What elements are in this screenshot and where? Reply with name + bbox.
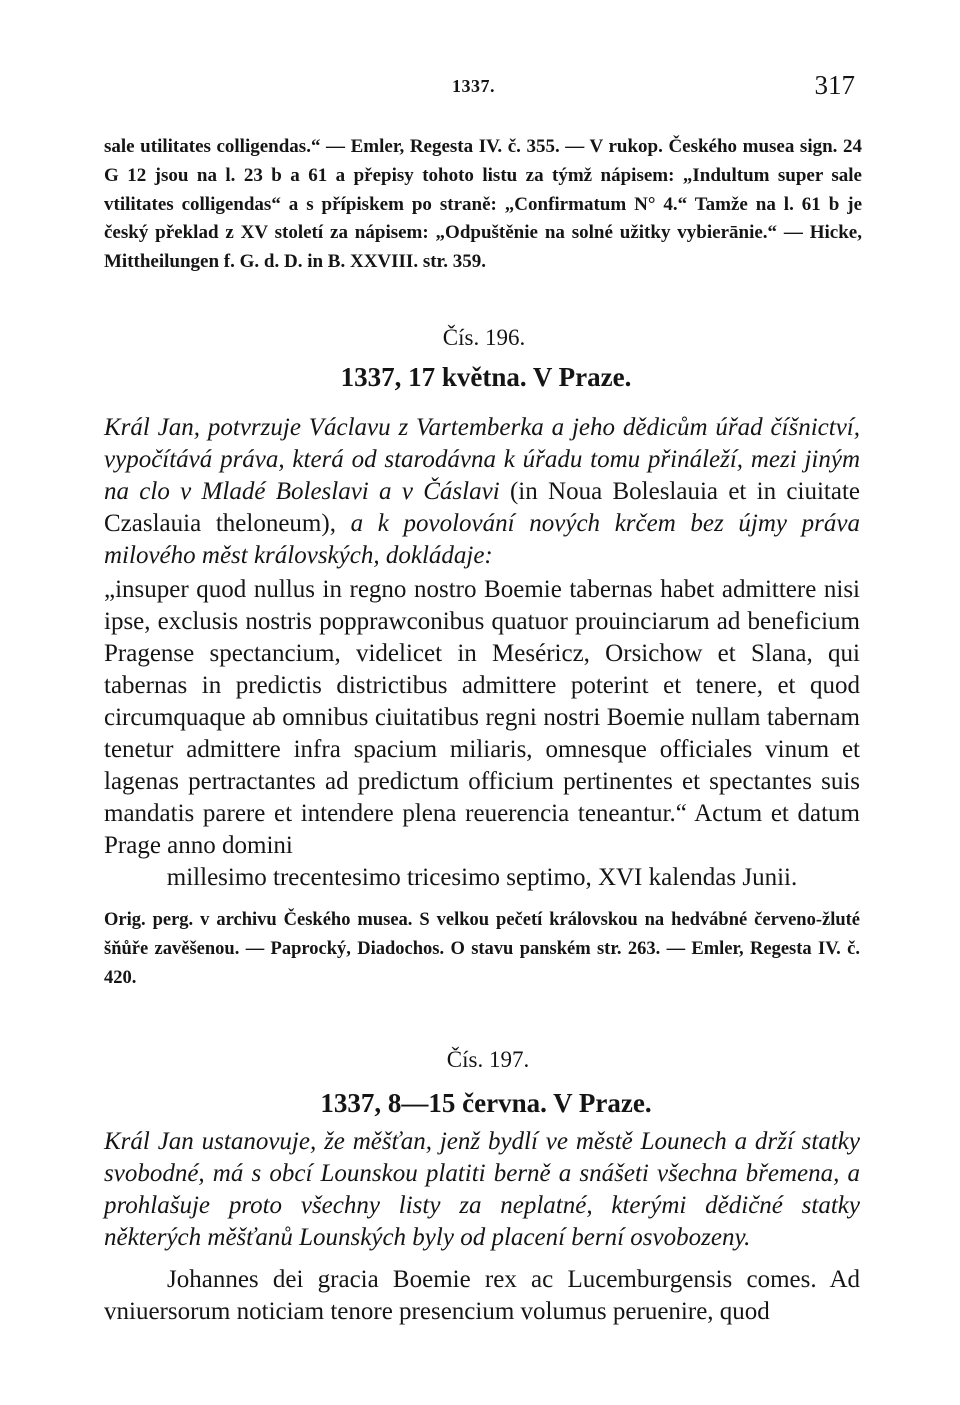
regest-196-latin: (in Noua Boleslauia et in ciuitate Czaslauia theloneum),: [104, 478, 860, 537]
document-date-197: 1337, 8—15 června. V Praze.: [320, 1088, 652, 1118]
running-head-year: 1337.: [452, 76, 495, 96]
document-text-196-main: „insuper quod nullus in regno nostro Boemie tabernas habet admittere nisi ipse, exclusis nostris popprawconibus quatuor prouinciarum ad beneficium Pragense spectancium, videlicet in Meséricz, Orsichow et Slana, qui tabernas in predictis districtibus admittere poterint et tenere, et quod circumquaque ab omnibus ciuitatibus regni nostri Boemie nullam tabernam tenetur admittere infra spacium miliaris, omnesque officiales vinum et lagenas pertractantes ad predictum officium pertinentes et spectantes suis mandatis parere et intendere plena reuerencia teneantur.“ Actum et datum Prage anno domini: [104, 576, 860, 859]
regest-196-part2: a k povolování nových krčem bez újmy práva milového měst královských, dokládaje:: [104, 510, 860, 569]
document-number-197: Čís. 197.: [446, 1047, 530, 1072]
document-text-196-last-line: millesimo trecentesimo tricesimo septimo, XVI kalendas Junii.: [166, 864, 798, 891]
document-number-196: Čís. 196.: [442, 325, 526, 350]
document-text-196: [104, 574, 860, 894]
document-text-197: Johannes dei gracia Boemie rex ac Lucemburgensis comes. Ad vniuersorum noticiam tenore presencium volumus peruenire, quod: [104, 1266, 860, 1325]
regest-197: Král Jan ustanovuje, že měšťan, jenž bydlí ve městě Lounech a drží statky svobodné, má s obcí Lounskou platiti berně a snášeti všechna břemena, a prohlašuje proto všechny listy za neplatné, kterými dědičné statky některých měšťanů Lounských byly od placení berní osvobozeny.: [104, 1128, 860, 1251]
regest-196-part1: Král Jan, potvrzuje Václavu z Vartemberka a jeho dědicům úřad číšnictví, vypočítává práva, která od starodávna k úřadu tomu přináleží, mezi jiným na clo v Mladé Boleslavi a v Čáslavi: [104, 414, 860, 505]
regest-196: [104, 412, 860, 572]
page-number: 317: [814, 70, 855, 100]
document-date-196: 1337, 17 května. V Praze.: [340, 362, 632, 392]
footnote-continuation: sale utilitates colligendas.“ — Emler, Regesta IV. č. 355. — V rukop. Českého musea sign. 24 G 12 jsou na l. 23 b a 61 a přepisy tohoto listu za týmž nápisem: „Indultum super sale vtilitates colligendas“ a s přípiskem po straně: „Confirmatum N° 4.“ Tamže na l. 61 b je český překlad z XV století za nápisem: „Odpuštěnie na solné užitky vybierānie.“ — Hicke, Mittheilungen f. G. d. D. in B. XXVIII. str. 359.: [104, 136, 862, 273]
running-head: [0, 70, 960, 106]
archival-note-196: Orig. perg. v archivu Českého musea. S velkou pečetí královskou na hedvábné červeno-žluté šňůře zavěšenou. — Paprocký, Diadochos. O stavu panském str. 263. — Emler, Regesta IV. č. 420.: [104, 910, 860, 988]
